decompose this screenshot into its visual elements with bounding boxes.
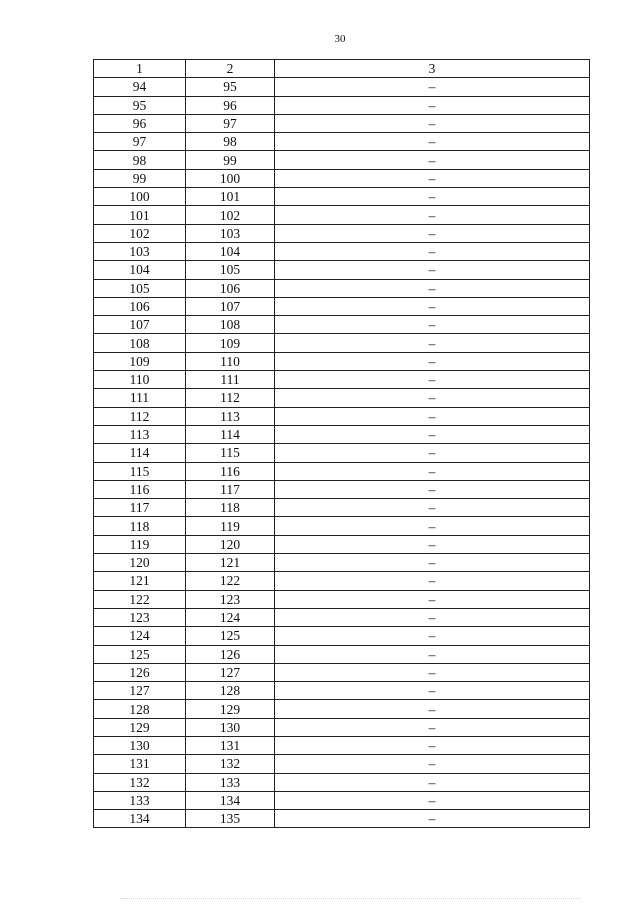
- table-cell-col-1: 114: [94, 444, 186, 462]
- table-cell-col-2: 123: [186, 590, 275, 608]
- table-row: [94, 554, 590, 572]
- table-cell-col-2: 96: [186, 96, 275, 114]
- table-row: [94, 627, 590, 645]
- table-cell-col-3: –: [275, 297, 590, 315]
- table-cell-col-2: 126: [186, 645, 275, 663]
- table-cell-col-3: –: [275, 736, 590, 754]
- table-cell-col-1: 105: [94, 279, 186, 297]
- table-cell-col-2: 117: [186, 480, 275, 498]
- table-cell-col-1: 128: [94, 700, 186, 718]
- table-cell-col-3: –: [275, 114, 590, 132]
- table-row: [94, 682, 590, 700]
- table-cell-col-2: 135: [186, 810, 275, 828]
- table-row: [94, 810, 590, 828]
- table-cell-col-3: –: [275, 352, 590, 370]
- table-cell-col-1: 96: [94, 114, 186, 132]
- table-row: [94, 114, 590, 132]
- table-cell-col-3: –: [275, 261, 590, 279]
- table-cell-col-1: 95: [94, 96, 186, 114]
- table-row: [94, 279, 590, 297]
- table-cell-col-2: 130: [186, 718, 275, 736]
- table-row: [94, 316, 590, 334]
- table-row: [94, 425, 590, 443]
- table-cell-col-2: 105: [186, 261, 275, 279]
- column-header-3: 3: [275, 60, 590, 78]
- table-cell-col-3: –: [275, 334, 590, 352]
- table-cell-col-3: –: [275, 133, 590, 151]
- table-row: [94, 608, 590, 626]
- table-cell-col-2: 107: [186, 297, 275, 315]
- table-cell-col-3: –: [275, 810, 590, 828]
- table-row: [94, 773, 590, 791]
- table-cell-col-3: –: [275, 444, 590, 462]
- table-header-row: [94, 60, 590, 78]
- table-cell-col-1: 115: [94, 462, 186, 480]
- table-cell-col-3: –: [275, 151, 590, 169]
- table-cell-col-1: 97: [94, 133, 186, 151]
- table-row: [94, 645, 590, 663]
- table-row: [94, 297, 590, 315]
- table-cell-col-2: 125: [186, 627, 275, 645]
- table-cell-col-1: 132: [94, 773, 186, 791]
- table-row: [94, 517, 590, 535]
- table-cell-col-2: 129: [186, 700, 275, 718]
- table-cell-col-2: 118: [186, 499, 275, 517]
- table-cell-col-3: –: [275, 700, 590, 718]
- page-number: 30: [334, 33, 346, 45]
- table-cell-col-1: 103: [94, 242, 186, 260]
- table-cell-col-2: 119: [186, 517, 275, 535]
- table-cell-col-1: 111: [94, 389, 186, 407]
- table-cell-col-1: 99: [94, 169, 186, 187]
- table-cell-col-1: 112: [94, 407, 186, 425]
- table-cell-col-2: 97: [186, 114, 275, 132]
- table-cell-col-3: –: [275, 645, 590, 663]
- table-cell-col-2: 103: [186, 224, 275, 242]
- table-row: [94, 444, 590, 462]
- table-cell-col-1: 121: [94, 572, 186, 590]
- table-row: [94, 590, 590, 608]
- table-cell-col-3: –: [275, 242, 590, 260]
- table-cell-col-2: 114: [186, 425, 275, 443]
- table-cell-col-1: 134: [94, 810, 186, 828]
- table-cell-col-3: –: [275, 462, 590, 480]
- table-cell-col-3: –: [275, 535, 590, 553]
- table-cell-col-1: 117: [94, 499, 186, 517]
- table-cell-col-1: 133: [94, 791, 186, 809]
- table-cell-col-3: –: [275, 554, 590, 572]
- table-cell-col-1: 122: [94, 590, 186, 608]
- table-row: [94, 188, 590, 206]
- table-cell-col-2: 100: [186, 169, 275, 187]
- table-row: [94, 206, 590, 224]
- table-cell-col-1: 106: [94, 297, 186, 315]
- table-cell-col-2: 104: [186, 242, 275, 260]
- table-cell-col-3: –: [275, 407, 590, 425]
- table-cell-col-1: 98: [94, 151, 186, 169]
- table-row: [94, 736, 590, 754]
- table-row: [94, 700, 590, 718]
- table-cell-col-1: 107: [94, 316, 186, 334]
- table-cell-col-3: –: [275, 517, 590, 535]
- table-cell-col-2: 98: [186, 133, 275, 151]
- table-cell-col-3: –: [275, 608, 590, 626]
- table-row: [94, 371, 590, 389]
- table-cell-col-3: –: [275, 773, 590, 791]
- table-cell-col-3: –: [275, 480, 590, 498]
- table-cell-col-1: 126: [94, 663, 186, 681]
- table-cell-col-1: 109: [94, 352, 186, 370]
- table-row: [94, 572, 590, 590]
- table-cell-col-1: 131: [94, 755, 186, 773]
- table-cell-col-2: 121: [186, 554, 275, 572]
- table-cell-col-2: 113: [186, 407, 275, 425]
- table-body: [94, 78, 590, 828]
- table-row: [94, 224, 590, 242]
- table-cell-col-1: 113: [94, 425, 186, 443]
- table-cell-col-3: –: [275, 279, 590, 297]
- table-cell-col-3: –: [275, 389, 590, 407]
- table-row: [94, 407, 590, 425]
- table-cell-col-2: 133: [186, 773, 275, 791]
- table-cell-col-2: 120: [186, 535, 275, 553]
- table-cell-col-3: –: [275, 572, 590, 590]
- table-cell-col-2: 106: [186, 279, 275, 297]
- table-cell-col-3: –: [275, 791, 590, 809]
- table-cell-col-1: 120: [94, 554, 186, 572]
- table-cell-col-1: 130: [94, 736, 186, 754]
- table-cell-col-2: 112: [186, 389, 275, 407]
- table-cell-col-3: –: [275, 96, 590, 114]
- table-row: [94, 78, 590, 96]
- column-header-2: 2: [186, 60, 275, 78]
- table-cell-col-2: 109: [186, 334, 275, 352]
- table-cell-col-2: 115: [186, 444, 275, 462]
- table-cell-col-3: –: [275, 755, 590, 773]
- table-cell-col-1: 108: [94, 334, 186, 352]
- table-cell-col-3: –: [275, 499, 590, 517]
- table-cell-col-2: 99: [186, 151, 275, 169]
- table-row: [94, 535, 590, 553]
- table-cell-col-2: 116: [186, 462, 275, 480]
- table-row: [94, 462, 590, 480]
- table-row: [94, 480, 590, 498]
- table-cell-col-2: 122: [186, 572, 275, 590]
- table-cell-col-2: 127: [186, 663, 275, 681]
- table-cell-col-2: 124: [186, 608, 275, 626]
- table-row: [94, 352, 590, 370]
- column-header-1: 1: [94, 60, 186, 78]
- table-cell-col-1: 119: [94, 535, 186, 553]
- table-cell-col-3: –: [275, 590, 590, 608]
- table-cell-col-2: 102: [186, 206, 275, 224]
- table-cell-col-1: 110: [94, 371, 186, 389]
- table-cell-col-1: 102: [94, 224, 186, 242]
- table-cell-col-3: –: [275, 224, 590, 242]
- table-row: [94, 96, 590, 114]
- table-cell-col-1: 129: [94, 718, 186, 736]
- table-cell-col-1: 123: [94, 608, 186, 626]
- table-cell-col-1: 125: [94, 645, 186, 663]
- table-cell-col-2: 131: [186, 736, 275, 754]
- table-cell-col-1: 124: [94, 627, 186, 645]
- table-row: [94, 791, 590, 809]
- table-cell-col-2: 132: [186, 755, 275, 773]
- table-cell-col-3: –: [275, 206, 590, 224]
- table-cell-col-3: –: [275, 682, 590, 700]
- table-cell-col-3: –: [275, 663, 590, 681]
- table-cell-col-3: –: [275, 316, 590, 334]
- table-cell-col-2: 101: [186, 188, 275, 206]
- table-row: [94, 755, 590, 773]
- table-cell-col-3: –: [275, 425, 590, 443]
- table-cell-col-1: 104: [94, 261, 186, 279]
- table-cell-col-1: 101: [94, 206, 186, 224]
- table-row: [94, 133, 590, 151]
- table-cell-col-3: –: [275, 371, 590, 389]
- table-row: [94, 169, 590, 187]
- table-cell-col-1: 100: [94, 188, 186, 206]
- table-cell-col-3: –: [275, 78, 590, 96]
- table-cell-col-2: 95: [186, 78, 275, 96]
- table-cell-col-3: –: [275, 188, 590, 206]
- table-row: [94, 242, 590, 260]
- table-cell-col-2: 110: [186, 352, 275, 370]
- table-cell-col-1: 127: [94, 682, 186, 700]
- table-cell-col-1: 118: [94, 517, 186, 535]
- table-cell-col-3: –: [275, 169, 590, 187]
- table-row: [94, 334, 590, 352]
- table-cell-col-1: 116: [94, 480, 186, 498]
- table-cell-col-2: 108: [186, 316, 275, 334]
- table-row: [94, 151, 590, 169]
- table-row: [94, 499, 590, 517]
- data-table: [93, 59, 590, 828]
- table-row: [94, 389, 590, 407]
- table-cell-col-2: 128: [186, 682, 275, 700]
- table-row: [94, 663, 590, 681]
- table-cell-col-2: 134: [186, 791, 275, 809]
- table-cell-col-2: 111: [186, 371, 275, 389]
- footer-scan-marks: [120, 898, 580, 903]
- table-row: [94, 261, 590, 279]
- table-cell-col-1: 94: [94, 78, 186, 96]
- table-row: [94, 718, 590, 736]
- table-cell-col-3: –: [275, 718, 590, 736]
- table-cell-col-3: –: [275, 627, 590, 645]
